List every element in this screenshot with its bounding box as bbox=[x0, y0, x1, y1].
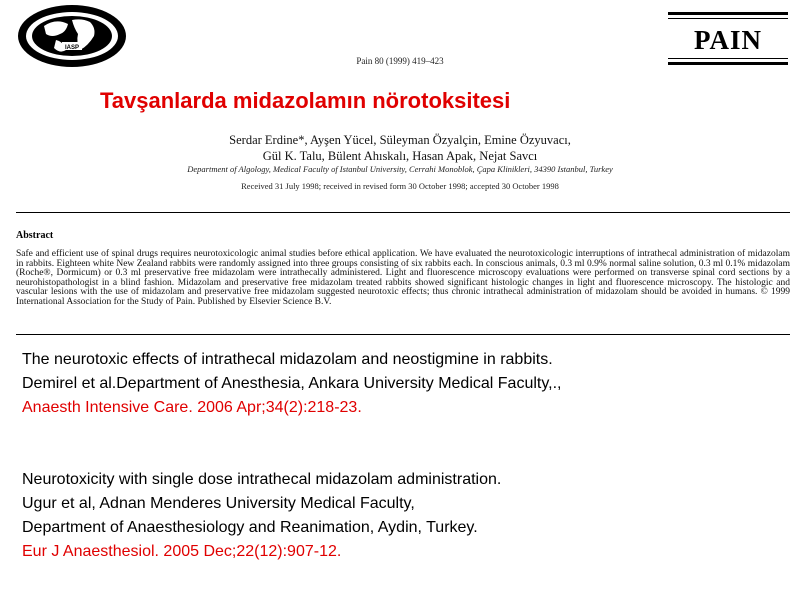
paper-received-dates: Received 31 July 1998; received in revised form 30 October 1998; accepted 30 October 1998 bbox=[241, 181, 559, 191]
divider bbox=[16, 334, 790, 335]
reference-1-authors: Demirel et al.Department of Anesthesia, Ankara University Medical Faculty,., bbox=[22, 375, 562, 392]
divider bbox=[16, 212, 790, 213]
iasp-logo bbox=[16, 4, 128, 68]
reference-2-department: Department of Anaesthesiology and Reanimation, Aydin, Turkey. bbox=[22, 519, 478, 536]
reference-2-authors: Ugur et al, Adnan Menderes University Medical Faculty, bbox=[22, 495, 415, 512]
paper-affiliation: Department of Algology, Medical Faculty of Istanbul University, Cerrahi Monoblok, Çapa Klinikleri, 34390 Istanbul, Turkey bbox=[187, 164, 613, 174]
brand-rule bbox=[668, 18, 788, 19]
authors-line-1: Serdar Erdine*, Ayşen Yücel, Süleyman Özyalçin, Emine Özyuvacı, bbox=[229, 133, 571, 147]
journal-name: PAIN bbox=[694, 25, 762, 55]
brand-rule bbox=[668, 12, 788, 15]
spacer bbox=[22, 420, 792, 468]
slide-title: Tavşanlarda midazolamın nörotoksitesi bbox=[100, 88, 511, 113]
iasp-globe-icon bbox=[16, 4, 128, 68]
reference-2-journal: Eur J Anaesthesiol. 2005 Dec;22(12):907-12. bbox=[22, 543, 342, 560]
reference-2-title: Neurotoxicity with single dose intrathecal midazolam administration. bbox=[22, 471, 502, 488]
paper-authors bbox=[40, 132, 760, 164]
references bbox=[22, 348, 792, 564]
brand-rule bbox=[668, 62, 788, 65]
paper-citation: Pain 80 (1999) 419–423 bbox=[356, 56, 444, 66]
authors-line-2: Gül K. Talu, Bülent Ahıskalı, Hasan Apak, Nejat Savcı bbox=[262, 149, 538, 163]
reference-1-journal: Anaesth Intensive Care. 2006 Apr;34(2):218-23. bbox=[22, 399, 362, 416]
logo-abbr: IASP bbox=[64, 45, 80, 51]
journal-brand bbox=[668, 12, 788, 66]
reference-1-title: The neurotoxic effects of intrathecal midazolam and neostigmine in rabbits. bbox=[22, 351, 553, 368]
brand-rule bbox=[668, 58, 788, 59]
abstract-text: Safe and efficient use of spinal drugs requires neurotoxicologic animal studies before ethical application. We have evaluated the neurotoxicologic interruptions of intrathecal administration of midazolam in rabbits. Eighteen white New Zealand rabbits were randomly assigned into three groups consisting of six rabbits each. In conscious animals, 0.3 ml 0.9% normal saline solution, 0.3 ml 0.1% midazolam (Roche®, Dormicum) or 0.3 ml preservative free midazolam were intrathecally administered. Light and fluorescence microscopy evaluations were performed on transverse spinal cord sections by a neurohistopathologist in a blind fashion. Midazolam and preservative free midazolam treated rabbits showed significant histologic changes in light and fluorescence microscopy. The histologic and vascular lesions with the use of midazolam and preservative free midazolam suggested neurotoxic effects; thus chronic intrathecal administration of midazolam should be avoided in humans. © 1999 International Association for the Study of Pain. Published by Elsevier Science B.V. bbox=[16, 249, 790, 307]
abstract-heading: Abstract bbox=[16, 230, 54, 241]
